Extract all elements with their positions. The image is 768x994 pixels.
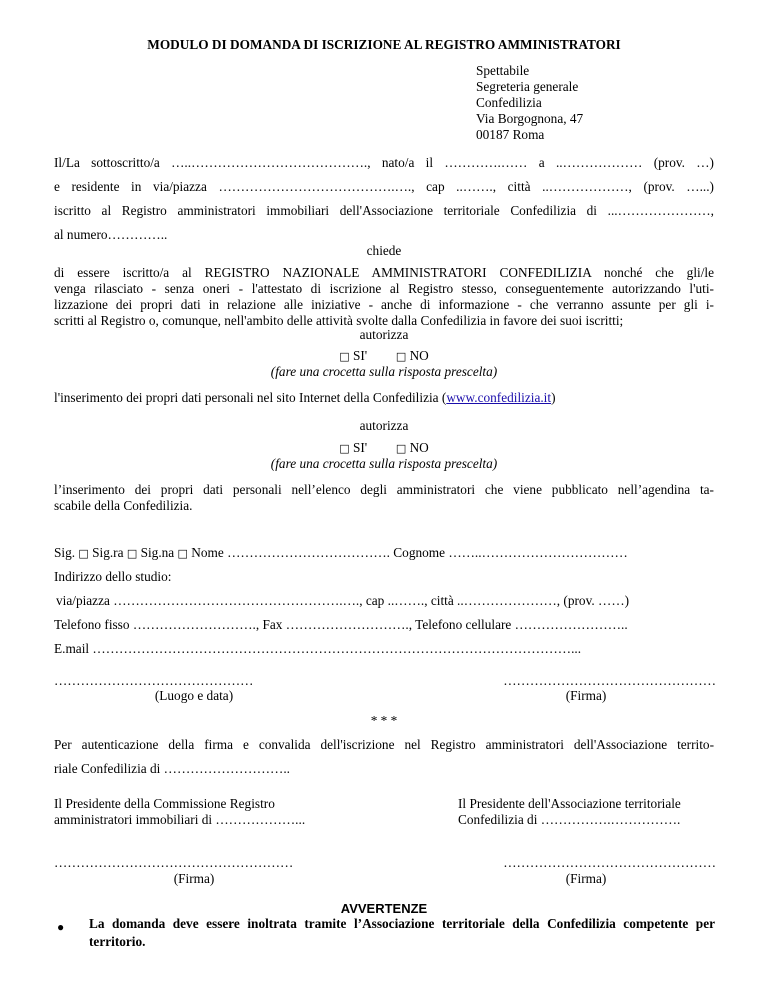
- signature-dots[interactable]: …………………………………………: [503, 673, 716, 688]
- intro-line-2[interactable]: e residente in via/piazza ………………………………….…., cap ..……., città ..………………, (prov. …...): [54, 179, 714, 194]
- recipient-line: 00187 Roma: [476, 127, 545, 142]
- checkbox-sig[interactable]: □: [78, 547, 89, 560]
- intro-line-3[interactable]: iscritto al Registro amministratori immobiliari dell'Associazione territoriale Confedilizia di ...…………………,: [54, 203, 714, 218]
- name-row: [54, 545, 714, 562]
- authorization-text-before: l'inserimento dei propri dati personali nel sito Internet della Confedilizia (: [54, 390, 447, 405]
- recipient-line: Spettabile: [476, 63, 530, 78]
- association-signature-dots[interactable]: …………………………………………: [503, 855, 716, 870]
- request-line: di essere iscritto/a al REGISTRO NAZIONALE AMMINISTRATORI CONFEDILIZIA nonché che gli/le: [54, 265, 714, 280]
- association-president-line: Il Presidente dell'Associazione territoriale: [458, 796, 681, 811]
- commission-president-line: Il Presidente della Commissione Registro: [54, 796, 275, 811]
- authentication-line: Per autenticazione della firma e convalida dell'iscrizione nel Registro amministratori dell'Associazione territo-: [54, 737, 714, 752]
- authorization-note-1: (fare una crocetta sulla risposta prescelta): [270, 364, 498, 379]
- checkbox-signa[interactable]: □: [177, 547, 188, 560]
- request-paragraph: [54, 265, 714, 329]
- phone-fax-field[interactable]: Telefono fisso ………………………., Fax ………………………., Telefono cellulare ……………………..: [54, 617, 628, 632]
- association-president-field[interactable]: Confedilizia di …………….…………….: [458, 812, 681, 827]
- request-line: lizzazione dei propri dati in relazione alle iniziative - anche di informazione - che verranno assunte per gli i-: [54, 297, 714, 312]
- title-signa-label: Sig.na: [140, 545, 175, 560]
- intro-line-1[interactable]: Il/La sottoscritto/a …..…………………………………., nato/a il ………….…… a ..……………… (prov. …): [54, 155, 714, 170]
- name-surname-field[interactable]: Nome ………………………………. Cognome ……..……………………………: [191, 545, 628, 560]
- page-title: MODULO DI DOMANDA DI ISCRIZIONE AL REGISTRO AMMINISTRATORI: [147, 37, 621, 52]
- request-line: scritti al Registro o, comunque, nell'ambito delle attività svolte dalla Confedilizia in favore dei suoi iscritti;: [54, 313, 624, 328]
- warnings-title: AVVERTENZE: [340, 901, 428, 916]
- place-date-label: (Luogo e data): [154, 688, 234, 703]
- option-yes-label: SI': [352, 440, 368, 455]
- recipient-line: Via Borgognona, 47: [476, 111, 584, 126]
- commission-signature-label: (Firma): [173, 871, 215, 886]
- authorization-line: l’inserimento dei propri dati personali nell’elenco degli amministratori che viene pubblicato nell’agendina ta-: [54, 482, 714, 497]
- option-no-label: NO: [409, 348, 429, 363]
- warning-item: La domanda deve essere inoltrata tramite l’Associazione territoriale della Confedilizia competente per territorio.: [89, 916, 715, 949]
- title-sig-label: Sig.: [54, 545, 76, 560]
- authorization-options-2: [54, 440, 714, 457]
- recipient-line: Segreteria generale: [476, 79, 579, 94]
- authorization-text-1: [54, 390, 714, 406]
- confedilizia-link[interactable]: www.confedilizia.it: [446, 390, 552, 405]
- intro-line-4[interactable]: al numero…………..: [54, 227, 168, 242]
- checkbox-yes-2[interactable]: □: [339, 442, 350, 455]
- authorization-text-2: [54, 482, 714, 514]
- recipient-address: [476, 63, 583, 143]
- commission-signature-dots[interactable]: ………………………………………………: [54, 855, 294, 870]
- commission-president: [54, 796, 305, 828]
- checkbox-sigra[interactable]: □: [126, 547, 138, 560]
- authentication-field[interactable]: riale Confedilizia di ………………………..: [54, 761, 290, 776]
- separator: * * *: [370, 713, 398, 728]
- checkbox-no-1[interactable]: □: [395, 350, 407, 363]
- association-signature-label: (Firma): [565, 871, 607, 886]
- authorization-text-after: ): [551, 390, 556, 405]
- authentication-paragraph: [54, 737, 714, 777]
- authorization-options-1: [54, 348, 714, 365]
- authorization-heading-2: autorizza: [359, 418, 409, 433]
- email-field[interactable]: E.mail ………………………………………………………………………………………………...: [54, 641, 582, 656]
- studio-address-field[interactable]: via/piazza …………………………………………….…., cap ..……., città ..…………………, (prov. ……): [56, 593, 630, 608]
- commission-president-field[interactable]: amministratori immobiliari di ………………...: [54, 812, 306, 827]
- request-line: venga rilasciato - senza oneri - l'attestato di iscrizione al Registro stesso, conseguentemente autorizzando l'uti-: [54, 281, 714, 296]
- association-president: [458, 796, 681, 828]
- authorization-line: scabile della Confedilizia.: [54, 498, 193, 513]
- option-yes-label: SI': [352, 348, 368, 363]
- signature-label: (Firma): [565, 688, 607, 703]
- authorization-heading-1: autorizza: [359, 327, 409, 342]
- studio-label: Indirizzo dello studio:: [54, 569, 172, 584]
- checkbox-yes-1[interactable]: □: [339, 350, 350, 363]
- title-sigra-label: Sig.ra: [92, 545, 124, 560]
- recipient-line: Confedilizia: [476, 95, 542, 110]
- chiede-heading: chiede: [366, 243, 402, 258]
- bullet-icon: ●: [57, 920, 65, 934]
- checkbox-no-2[interactable]: □: [395, 442, 407, 455]
- place-date-dots[interactable]: ………………………………………: [54, 673, 254, 688]
- option-no-label: NO: [409, 440, 429, 455]
- authorization-note-2: (fare una crocetta sulla risposta prescelta): [270, 456, 498, 471]
